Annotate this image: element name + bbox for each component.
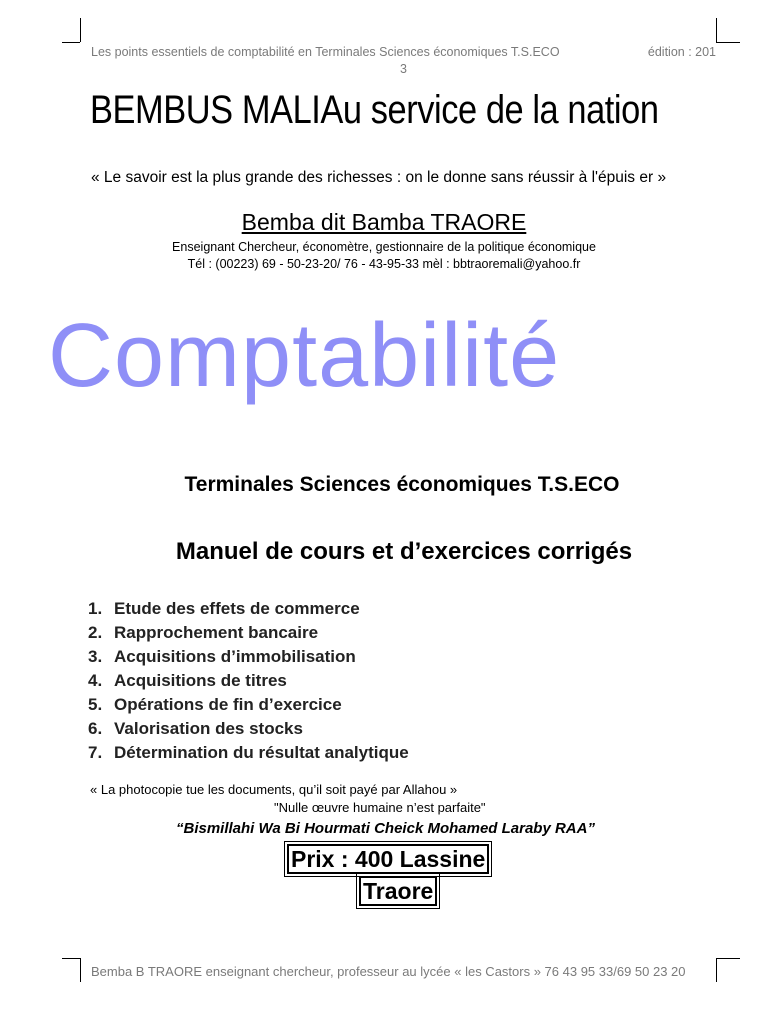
manual-title: Manuel de cours et d’exercices corrigés bbox=[175, 538, 633, 565]
crop-mark-bottom-right-v bbox=[716, 958, 717, 982]
level-title: Terminales Sciences économiques T.S.ECO bbox=[184, 473, 620, 496]
crop-mark-top-right-h bbox=[716, 42, 740, 43]
price-label: Prix : 400 Lassine bbox=[287, 844, 489, 874]
topic-list bbox=[88, 597, 409, 765]
price-author: Traore bbox=[359, 876, 437, 906]
crop-mark-top-left-h bbox=[62, 42, 80, 43]
author-role: Enseignant Chercheur, économètre, gestionnaire de la politique économique bbox=[172, 240, 596, 254]
list-item: 4. Acquisitions de titres bbox=[88, 671, 287, 690]
header-title: Les points essentiels de comptabilité en Terminales Sciences économiques T.S.ECO bbox=[91, 45, 560, 59]
bismillah-quote: “Bismillahi Wa Bi Hourmati Cheick Mohamed Laraby RAA” bbox=[176, 820, 595, 837]
page-footer: Bemba B TRAORE enseignant chercheur, professeur au lycée « les Castors » 76 43 95 33/69 50 23 20 bbox=[91, 964, 686, 979]
page-header bbox=[91, 44, 716, 78]
crop-mark-bottom-right-h bbox=[716, 958, 740, 959]
list-item: 5. Opérations de fin d’exercice bbox=[88, 695, 342, 714]
author-name: Bemba dit Bamba TRAORE bbox=[241, 209, 527, 235]
photocopy-quote: « La photocopie tue les documents, qu’il soit payé par Allahou » bbox=[90, 782, 458, 797]
main-title: BEMBUS MALIAu service de la nation bbox=[90, 88, 659, 132]
header-edition-wrap: 3 bbox=[400, 62, 407, 76]
list-item: 2. Rapprochement bancaire bbox=[88, 623, 319, 642]
crop-mark-top-left-v bbox=[80, 18, 81, 42]
crop-mark-bottom-left-h bbox=[62, 958, 80, 959]
list-item: 6. Valorisation des stocks bbox=[88, 719, 303, 738]
list-item: 1. Etude des effets de commerce bbox=[88, 599, 360, 618]
perfection-quote: "Nulle œuvre humaine n’est parfaite" bbox=[274, 800, 486, 815]
crop-mark-bottom-left-v bbox=[80, 958, 81, 982]
author-contact: Tél : (00223) 69 - 50-23-20/ 76 - 43-95-33 mèl : bbtraoremali@yahoo.fr bbox=[187, 257, 581, 271]
knowledge-quote: « Le savoir est la plus grande des richesses : on le donne sans réussir à l'épuis er » bbox=[91, 169, 667, 186]
crop-mark-top-right-v bbox=[716, 18, 717, 42]
list-item: 3. Acquisitions d’immobilisation bbox=[88, 647, 356, 666]
list-item: 7. Détermination du résultat analytique bbox=[88, 743, 409, 762]
header-edition: édition : 201 bbox=[647, 45, 716, 59]
subject-title: Comptabilité bbox=[48, 306, 561, 406]
